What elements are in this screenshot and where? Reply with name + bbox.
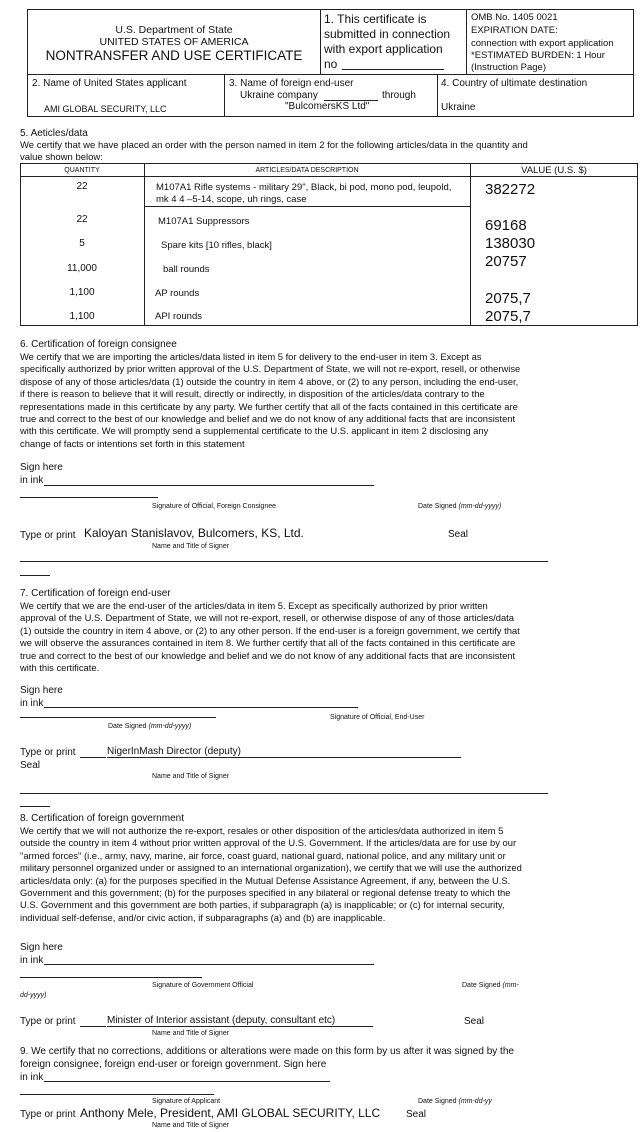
item8-line: We certify that we will not authorize the re-export, resales or other disposition of the articles/data authorized in item 5 — [20, 825, 504, 836]
item6-line: if there is reason to believe that it will result, directly or indirectly, in disposition of the articles/data contrary to the — [20, 388, 485, 400]
item7-text — [20, 600, 548, 674]
item8-line: articles/data only: (a) for the purposes specified in the Mutual Defense Assistance Agreement, if any, between the U.S. — [20, 874, 511, 886]
item7-signature-field[interactable] — [44, 707, 358, 708]
item8-line: "armed forces" (i.e., army, navy, marine, air force, coast guard, national guard, national police, and any military unit or — [20, 849, 506, 861]
item7-date-format: (mm-dd-yyyy) — [148, 723, 192, 730]
item7-signer-name[interactable]: NigerInMash Director (deputy) — [107, 746, 241, 757]
item6-signature-field[interactable] — [44, 485, 374, 486]
burden-instruction: (Instruction Page) — [471, 62, 546, 73]
item7-heading: 7. Certification of foreign end-user — [20, 588, 171, 599]
item6-line: We certify that we are importing the articles/data listed in item 5 for delivery to the end-user in item 3. Except as — [20, 351, 482, 362]
item8-date-field[interactable] — [20, 977, 202, 978]
applicant-divider-1 — [224, 75, 225, 117]
item6-text — [20, 351, 550, 450]
item5-intro-line2: value shown below: — [20, 152, 103, 163]
form-title: NONTRANSFER AND USE CERTIFICATE — [45, 48, 303, 63]
row5-value: 2075,7 — [485, 290, 531, 307]
item8-date-caption — [462, 981, 519, 990]
row1-divider — [144, 206, 470, 207]
item7-line: with this certificate. — [20, 662, 100, 674]
item8-line: military personnel organized under or assigned to an international organization), we certify that we will use the authorized — [20, 862, 522, 874]
col-description: ARTICLES/DATA DESCRIPTION — [255, 167, 359, 174]
item9-date-caption — [418, 1097, 492, 1106]
item6-line: true and correct to the best of our knowledge and belief and we do not know of any additional facts that are inconsistent — [20, 413, 516, 425]
item7-line: approval of the U.S. Department of State, we will not re-export, resell, or otherwise dispose of any of those articles/data — [20, 612, 514, 624]
row1-qty: 22 — [76, 181, 88, 192]
item8-name-field-lead — [80, 1026, 106, 1027]
item9-in-ink: in ink — [20, 1072, 44, 1083]
item6-type-or-print: Type or print — [20, 530, 76, 541]
item7-date-field[interactable] — [20, 717, 216, 718]
row2-value: 69168 — [485, 217, 527, 234]
item3-through: through — [382, 90, 416, 101]
item6-signer-name[interactable]: Kaloyan Stanislavov, Bulcomers, KS, Ltd. — [84, 526, 304, 540]
item7-line: true and correct to the best of our knowledge and belief and we do not know of any additional facts that are inconsistent — [20, 649, 516, 661]
item9-line1: 9. We certify that no corrections, additions or alterations were made on this form by us after it was signed by the — [20, 1046, 514, 1057]
item9-date-format: (mm-dd-yy — [458, 1098, 492, 1105]
item6-line: with this certificate. We will promptly send a supplemental certificate to the U.S. applicant in item 2 disclosing any — [20, 425, 489, 437]
item8-signer-name[interactable]: Minister of Interior assistant (deputy, consultant etc) — [107, 1015, 336, 1026]
item6-date-caption-text: Date Signed — [418, 503, 457, 510]
item8-line: Government and this government; (b) for the purposes specified in any bilateral or regional defense treaty to which the — [20, 887, 511, 899]
col-value: VALUE (U.S. $) — [521, 165, 587, 176]
item6-line: representations made in this certificate by any party. We further certify that all of the facts contained in this certificate are — [20, 400, 518, 412]
item6-date-caption — [418, 502, 501, 511]
item1-line3: with export application — [324, 42, 443, 56]
item9-signer-name[interactable]: Anthony Mele, President, AMI GLOBAL SECURITY, LLC — [80, 1106, 381, 1120]
item7-line: We certify that we are the end-user of the articles/data in item 5. Except as specifically authorized by prior written — [20, 600, 488, 611]
item8-text — [20, 825, 548, 924]
dept-name: U.S. Department of State — [115, 24, 233, 36]
item4-value: Ukraine — [441, 102, 476, 113]
item8-signature-field[interactable] — [44, 964, 374, 965]
item8-line: outside the country in item 4 without prior written approval of the U.S. Government. If the articles/data are for use by our — [20, 837, 517, 849]
item7-name-field-lead — [80, 757, 106, 758]
item8-date-format-b: dd-yyyy) — [20, 992, 47, 999]
item6-seal: Seal — [448, 529, 469, 540]
item3-company: Ukraine company — [240, 90, 318, 101]
row6-qty: 1,100 — [69, 311, 95, 322]
item8-name-caption: Name and Title of Signer — [152, 1030, 230, 1037]
item9-name-caption: Name and Title of Signer — [152, 1122, 230, 1129]
item6-sig-caption: Signature of Official, Foreign Consignee — [152, 503, 276, 510]
row5-desc: AP rounds — [155, 288, 200, 299]
item6-name-caption: Name and Title of Signer — [152, 543, 230, 550]
item9-signature-field[interactable] — [44, 1081, 330, 1082]
row4-value: 20757 — [485, 253, 527, 270]
item8-seal: Seal — [464, 1016, 485, 1027]
item4-label: 4. Country of ultimate destination — [441, 78, 588, 89]
applicant-divider-2 — [437, 75, 438, 117]
item8-heading: 8. Certification of foreign government — [20, 813, 184, 824]
item7-divider-2 — [20, 806, 50, 807]
item5-intro-line1: We certify that we have placed an order with the person named in item 2 for the following articles/data in the quantity and — [20, 140, 528, 151]
header-divider-1 — [320, 9, 321, 75]
item1-line1: 1. This certificate is — [324, 12, 427, 26]
item6-sign-here: Sign here — [20, 462, 63, 473]
row4-qty: 11,000 — [67, 263, 97, 274]
item8-name-field — [107, 1026, 373, 1027]
item8-sig-caption: Signature of Government Official — [152, 982, 254, 989]
item7-name-caption: Name and Title of Signer — [152, 773, 230, 780]
row1-value: 382272 — [485, 181, 536, 198]
item8-date-format-a: (mm- — [502, 982, 519, 989]
country-name: UNITED STATES OF AMERICA — [99, 36, 249, 48]
item9-seal: Seal — [406, 1109, 427, 1120]
item8-sign-here: Sign here — [20, 942, 63, 953]
expiration-label: EXPIRATION DATE: — [471, 25, 558, 36]
item8-type-or-print: Type or print — [20, 1016, 76, 1027]
header-divider-2 — [466, 9, 467, 75]
item1-line2: submitted in connection — [324, 27, 451, 41]
row1-desc: M107A1 Rifle systems - military 29", Black, bi pod, mono pod, leupold, — [156, 182, 452, 193]
item2-label: 2. Name of United States applicant — [32, 78, 187, 89]
item1-line4: no — [324, 57, 338, 71]
articles-col-divider-2 — [470, 163, 471, 326]
row2-desc: M107A1 Suppressors — [158, 216, 250, 227]
item3-end-user: "BulcomersKS Ltd" — [285, 101, 370, 112]
item7-in-ink: in ink — [20, 698, 44, 709]
item6-line: change of facts or intentions set forth in this statement — [20, 437, 245, 449]
item7-name-field — [107, 757, 461, 758]
col-quantity: QUANTITY — [64, 167, 100, 174]
item7-date-caption — [108, 722, 191, 731]
articles-col-divider-1 — [144, 163, 145, 326]
item6-date-format: (mm-dd-yyyy) — [458, 503, 502, 510]
item9-type-or-print: Type or print — [20, 1109, 76, 1120]
item8-in-ink: in ink — [20, 955, 44, 966]
estimated-burden: *ESTIMATED BURDEN: 1 Hour — [471, 50, 605, 61]
row1-desc2: mk 4 4 –5-14, scope, uh rings, case — [156, 194, 307, 205]
item7-date-caption-text: Date Signed — [108, 723, 147, 730]
row6-value: 2075,7 — [485, 308, 531, 325]
item9-date-caption-text: Date Signed — [418, 1098, 457, 1105]
item6-date-field[interactable] — [20, 497, 158, 498]
item9-line2: foreign consignee, foreign end-user or foreign government. Sign here — [20, 1059, 327, 1070]
item6-in-ink: in ink — [20, 475, 44, 486]
item6-line: dispose of any of those articles/data (1) outside the country in item 4 above, or (2) to any person, including the end-user, — [20, 375, 519, 387]
export-app-number-field[interactable] — [342, 69, 444, 70]
expiration-value: connection with export application — [471, 38, 614, 49]
row3-qty: 5 — [79, 238, 85, 249]
omb-number: OMB No. 1405 0021 — [471, 12, 558, 23]
item8-line: U.S. Government and this government are both parties, if subparagraph (a) is inapplicable; or (c) for internal security, — [20, 899, 505, 911]
row5-qty: 1,100 — [69, 287, 95, 298]
item7-divider-1 — [20, 793, 548, 794]
item3-label: 3. Name of foreign end-user — [229, 78, 354, 89]
item8-date-caption-text: Date Signed — [462, 982, 501, 989]
item7-type-or-print: Type or print — [20, 747, 76, 758]
item7-sign-here: Sign here — [20, 685, 63, 696]
row2-qty: 22 — [76, 214, 88, 225]
item6-divider-2 — [20, 575, 50, 576]
item6-line: specifically authorized by prior written approval of the U.S. Department of State, we will not re-export, resell, or otherwise — [20, 363, 521, 375]
row4-desc: ball rounds — [163, 264, 210, 275]
item5-heading: 5. Aeticles/data — [20, 128, 88, 139]
item7-line: we will observe the assurances contained in item 8. We further certify that all of the facts contained in this certificate are — [20, 637, 516, 649]
item9-date-field[interactable] — [20, 1094, 214, 1095]
row3-value: 138030 — [485, 235, 536, 252]
item7-sig-caption: Signature of Official, End-User — [330, 714, 425, 721]
row6-desc: API rounds — [155, 311, 202, 322]
item7-seal: Seal — [20, 760, 41, 771]
item6-heading: 6. Certification of foreign consignee — [20, 339, 177, 350]
item6-divider-1 — [20, 561, 548, 562]
item2-value: AMI GLOBAL SECURITY, LLC — [44, 104, 167, 114]
item9-sig-caption: Signature of Applicant — [152, 1098, 221, 1105]
item7-line: (1) outside the country in item 4 above, or (2) to any other person. If the end-user is a foreign government, we certify that — [20, 624, 520, 636]
item8-line: individual self-defense, and/or civic action, if subparagraphs (a) and (b) are inapplicable. — [20, 911, 386, 923]
row3-desc: Spare kits [10 rifles, black] — [161, 240, 272, 251]
